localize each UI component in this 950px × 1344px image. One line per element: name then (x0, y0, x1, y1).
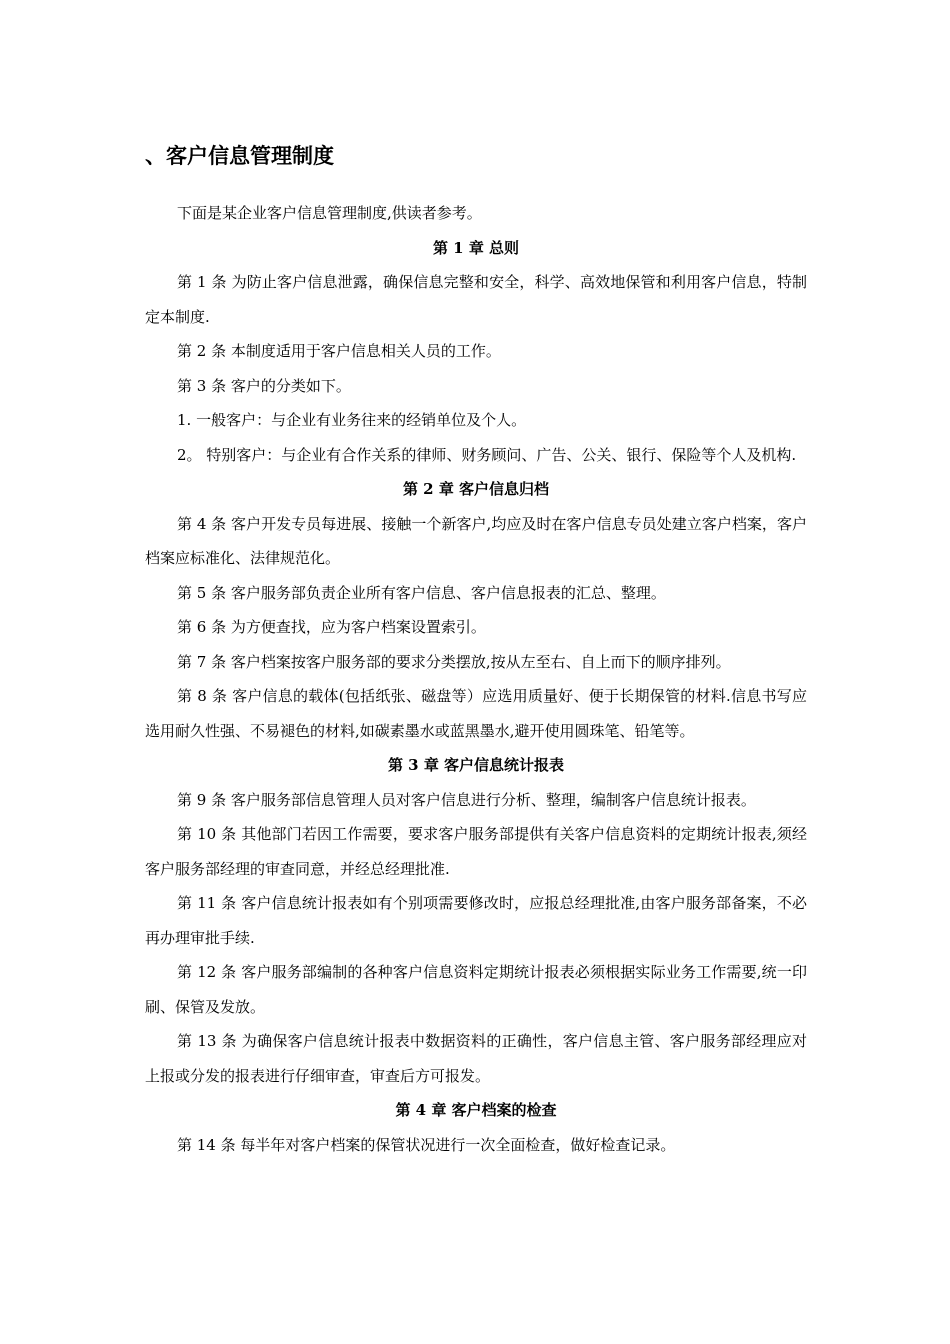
chapter-2 (145, 472, 807, 748)
article-paragraph: 第 12 条 客户服务部编制的各种客户信息资料定期统计报表必须根据实际业务工作需要,统一印刷、保管及发放。 (145, 963, 807, 1016)
list-item-paragraph: 2。 特别客户：与企业有合作关系的律师、财务顾问、广告、公关、银行、保险等个人及机构. (177, 445, 797, 464)
article-paragraph: 第 9 条 客户服务部信息管理人员对客户信息进行分析、整理，编制客户信息统计报表。 (177, 790, 756, 809)
article-paragraph: 第 7 条 客户档案按客户服务部的要求分类摆放,按从左至右、自上而下的顺序排列。 (177, 652, 731, 671)
article-paragraph: 第 13 条 为确保客户信息统计报表中数据资料的正确性，客户信息主管、客户服务部经理应对上报或分发的报表进行仔细审查，审查后方可报发。 (145, 1032, 807, 1085)
article-paragraph: 第 6 条 为方便查找，应为客户档案设置索引。 (177, 618, 486, 636)
article-paragraph: 第 2 条 本制度适用于客户信息相关人员的工作。 (177, 342, 501, 360)
article-paragraph: 第 5 条 客户服务部负责企业所有客户信息、客户信息报表的汇总、整理。 (177, 583, 666, 602)
chapter-heading: 第 1 章 总则 (432, 238, 520, 257)
chapter-heading: 第 2 章 客户信息归档 (402, 480, 550, 498)
chapter-heading: 第 4 章 客户档案的检查 (395, 1101, 557, 1119)
article-paragraph: 第 10 条 其他部门若因工作需要，要求客户服务部提供有关客户信息资料的定期统计报表,须经客户服务部经理的审查同意，并经总经理批准. (145, 825, 807, 878)
article-paragraph: 第 1 条 为防止客户信息泄露，确保信息完整和安全，科学、高效地保管和利用客户信息，特制定本制度. (145, 273, 807, 326)
chapter-heading: 第 3 章 客户信息统计报表 (387, 756, 565, 774)
document-title: 、客户信息管理制度 (145, 144, 334, 168)
document-page (145, 140, 807, 1162)
chapter-4 (145, 1093, 807, 1162)
list-item-paragraph: 1. 一般客户：与企业有业务往来的经销单位及个人。 (177, 411, 527, 429)
article-paragraph: 第 14 条 每半年对客户档案的保管状况进行一次全面检查，做好检查记录。 (177, 1135, 676, 1154)
chapter-1 (145, 231, 807, 473)
article-paragraph: 第 3 条 客户的分类如下。 (177, 376, 351, 395)
article-paragraph: 第 8 条 客户信息的载体(包括纸张、磁盘等）应选用质量好、便于长期保管的材料.信息书写应选用耐久性强、不易褪色的材料,如碳素墨水或蓝黑墨水,避开使用圆珠笔、铅笔等。 (145, 687, 807, 740)
article-paragraph: 第 4 条 客户开发专员每进展、接触一个新客户,均应及时在客户信息专员处建立客户档案，客户档案应标准化、法律规范化。 (145, 514, 807, 567)
article-paragraph: 第 11 条 客户信息统计报表如有个别项需要修改时，应报总经理批准,由客户服务部备案，不必再办理审批手续. (145, 894, 807, 947)
chapter-3 (145, 748, 807, 1093)
intro-paragraph: 下面是某企业客户信息管理制度,供读者参考。 (177, 204, 482, 222)
